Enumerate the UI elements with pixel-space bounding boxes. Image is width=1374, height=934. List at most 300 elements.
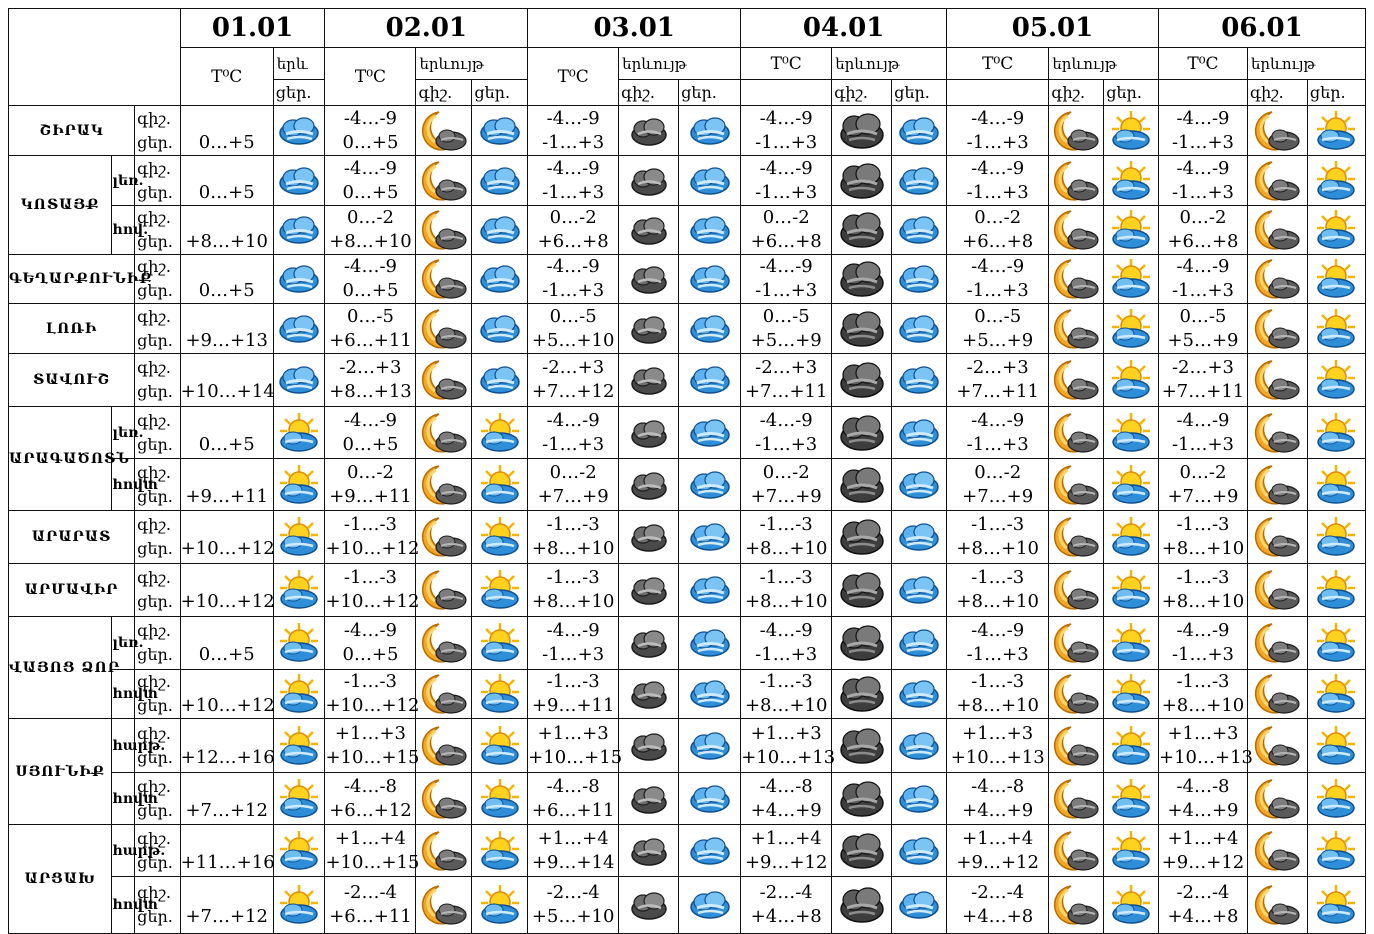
day-temp: +5…+9 (750, 329, 822, 351)
weather-cell (1104, 719, 1159, 773)
sun-cloud-icon (1104, 724, 1158, 768)
moon-cloud-icon (1049, 568, 1103, 612)
storm-cloud-icon (832, 412, 891, 454)
temp-col-header: T⁰C (180, 48, 273, 106)
forecast-row (9, 773, 1366, 825)
night-temp (181, 206, 273, 230)
night-temp: -4…-9 (343, 157, 397, 179)
moon-cloud-icon (1049, 358, 1103, 402)
night-temp: -2…-4 (759, 882, 813, 903)
weather-cell (472, 206, 528, 255)
day-temp: -1…+3 (755, 644, 818, 665)
weather-cell (619, 773, 679, 825)
day-temp: +10…+15 (325, 851, 420, 873)
rain-cloud-icon (892, 572, 946, 608)
temp-cell (325, 877, 416, 934)
temp-cell (528, 719, 623, 773)
night-temp: -4…-9 (971, 620, 1025, 641)
rain-cloud-icon (892, 362, 946, 398)
temp-cell (947, 825, 1049, 877)
sun-cloud-icon (1104, 109, 1158, 153)
night-temp (181, 409, 273, 433)
storm-cloud-icon (832, 673, 891, 715)
weather-cell (1104, 354, 1159, 407)
weather-cell (1104, 156, 1159, 206)
weather-cell (472, 877, 528, 934)
temp-cell (528, 156, 619, 206)
weather-cell (679, 354, 741, 407)
day-temp: +4…+8 (750, 906, 822, 927)
weather-cell (832, 511, 892, 564)
night-temp: +1…+4 (334, 827, 406, 849)
sun-cloud-icon (1308, 109, 1365, 153)
temp-cell (325, 564, 420, 617)
phenomenon-col-header: երևույթ (416, 48, 528, 80)
weather-cell (619, 106, 679, 156)
temp-cell (528, 773, 619, 825)
weather-cell (472, 719, 528, 773)
date-header: 01.01 (180, 9, 325, 48)
sun-cloud-icon (1104, 515, 1158, 559)
forecast-row (9, 106, 1366, 156)
weather-cell (1104, 877, 1159, 934)
temp-col-header: T⁰C (1159, 48, 1248, 80)
temp-cell (947, 670, 1049, 719)
moon-cloud-icon (416, 159, 471, 203)
weather-cell (619, 877, 679, 934)
weather-cell (832, 564, 892, 617)
day-temp: +8…+10 (1161, 695, 1245, 716)
night-temp: -2…-4 (343, 882, 397, 903)
moon-cloud-icon (1049, 463, 1103, 507)
period-labels (135, 206, 181, 255)
temp-cell (947, 255, 1049, 304)
temp-cell (1159, 304, 1248, 354)
forecast-row (9, 825, 1366, 877)
phenomenon-col-header: երև (273, 48, 325, 80)
corner-cell (9, 9, 181, 106)
day-temp: +5…+9 (962, 329, 1034, 351)
moon-cloud-icon (1248, 411, 1307, 455)
temp-cell (741, 255, 832, 304)
night-col-header: գիշ. (416, 80, 472, 106)
night-temp: -4…-9 (546, 409, 600, 431)
night-temp: -4…-9 (1176, 620, 1230, 641)
period-labels (135, 511, 181, 564)
moon-cloud-icon (1049, 621, 1103, 665)
day-temp: 0…+5 (342, 644, 399, 665)
night-temp: -4…-9 (1176, 157, 1230, 179)
weather-cell (1049, 156, 1104, 206)
day-label: ցեր. (137, 132, 173, 152)
temp-cell (1159, 773, 1248, 825)
temp-cell (180, 877, 273, 934)
day-temp: +10…+12 (325, 695, 420, 716)
day-temp: +8…+10 (956, 538, 1039, 559)
night-temp (181, 461, 273, 485)
temp-cell (1159, 206, 1248, 255)
night-temp: -4…-9 (343, 107, 397, 129)
weather-cell (1049, 617, 1104, 670)
rain-cloud-icon (274, 163, 325, 199)
sun-cloud-icon (472, 829, 527, 873)
day-temp: +8…+10 (531, 591, 615, 612)
rain-cloud-icon (679, 415, 740, 451)
day-temp: +10…+12 (325, 538, 420, 559)
weather-cell (1049, 719, 1104, 773)
night-temp: -1…-3 (971, 514, 1025, 535)
temp-cell (1159, 670, 1248, 719)
weather-cell (1307, 407, 1365, 459)
temp-cell (947, 407, 1049, 459)
temp-cell (947, 304, 1049, 354)
night-temp: +1…+4 (750, 827, 822, 849)
weather-cell (892, 719, 947, 773)
day-temp: -1…+3 (542, 131, 605, 153)
night-temp: -1…-3 (343, 671, 397, 692)
night-temp: -4…-8 (1176, 775, 1230, 797)
weather-cell (416, 354, 472, 407)
night-temp: -2…-4 (971, 882, 1025, 903)
phenomenon-col-header: երևույթ (832, 48, 947, 80)
day-temp: 0…+5 (198, 280, 255, 301)
temp-cell (741, 206, 832, 255)
sun-cloud-icon (1104, 829, 1158, 873)
forecast-row (9, 877, 1366, 934)
date-header: 02.01 (325, 9, 528, 48)
temp-cell (180, 773, 273, 825)
day-temp: 0…+5 (342, 280, 399, 301)
moon-cloud-icon (1049, 159, 1103, 203)
weather-cell (892, 564, 947, 617)
weather-cell (472, 459, 528, 511)
weather-cell (1247, 206, 1307, 255)
temp-cell (947, 106, 1049, 156)
sun-cloud-icon (274, 724, 325, 768)
rain-cloud-icon (679, 833, 740, 869)
weather-cell (1247, 670, 1307, 719)
night-temp: +1…+4 (1167, 827, 1239, 849)
phenomenon-col-header: երևույթ (619, 48, 741, 80)
rain-cloud-icon (892, 781, 946, 817)
night-temp: 0…-5 (1179, 305, 1227, 327)
night-temp: 0…-2 (549, 461, 597, 483)
weather-cell (1247, 354, 1307, 407)
temp-cell (741, 564, 832, 617)
day-temp: -1…+3 (966, 181, 1029, 203)
moon-cloud-icon (1049, 515, 1103, 559)
temp-cell (325, 719, 420, 773)
night-temp: +1…+3 (750, 722, 822, 744)
temp-cell (1159, 511, 1248, 564)
day-temp: +4…+9 (750, 799, 822, 821)
day-temp: +8…+10 (1161, 538, 1245, 559)
weather-cell (619, 407, 679, 459)
temp-cell (1159, 354, 1248, 407)
weather-cell (619, 617, 679, 670)
rain-cloud-icon (274, 212, 325, 248)
dark-cloud-icon (619, 262, 678, 296)
weather-cell (892, 304, 947, 354)
blank-cell (947, 80, 1049, 106)
moon-cloud-icon (1248, 724, 1307, 768)
temp-cell (947, 877, 1049, 934)
day-col-header: ցեր. (1104, 80, 1159, 106)
weather-cell (1247, 106, 1307, 156)
day-temp: -1…+3 (542, 181, 605, 203)
weather-cell (1049, 825, 1104, 877)
weather-cell (1049, 106, 1104, 156)
weather-cell (1247, 156, 1307, 206)
weather-cell (679, 825, 741, 877)
sun-cloud-icon (1104, 463, 1158, 507)
weather-cell (1049, 407, 1104, 459)
temp-cell (741, 670, 832, 719)
storm-cloud-icon (832, 516, 891, 558)
sun-cloud-icon (472, 672, 527, 716)
period-labels (135, 564, 181, 617)
temp-cell (741, 304, 832, 354)
forecast-body (9, 9, 1366, 934)
day-temp: -1…+3 (1171, 280, 1235, 301)
day-temp: +7…+12 (185, 799, 268, 821)
day-temp: +10…+13 (1159, 746, 1253, 768)
sun-cloud-icon (274, 829, 325, 873)
region-name: ԱՐՑԱԽ (9, 825, 112, 934)
moon-cloud-icon (416, 829, 471, 873)
night-label: գիշ. (137, 776, 171, 796)
night-temp: -4…-8 (343, 775, 397, 797)
temp-cell (1159, 877, 1248, 934)
weather-cell (1104, 459, 1159, 511)
weather-cell (1307, 255, 1365, 304)
weather-cell (1307, 670, 1365, 719)
temp-cell (180, 156, 273, 206)
night-label: գիշ. (137, 568, 171, 587)
sun-cloud-icon (274, 777, 325, 821)
day-temp: +7…+9 (962, 485, 1034, 507)
region-name: ԱՐԱՐԱՏ (9, 511, 135, 564)
date-header: 05.01 (947, 9, 1159, 48)
moon-cloud-icon (416, 672, 471, 716)
weather-cell (832, 617, 892, 670)
sun-cloud-icon (1308, 777, 1365, 821)
dark-cloud-icon (619, 213, 678, 247)
period-labels (135, 304, 181, 354)
day-temp: +7…+12 (531, 381, 615, 402)
sun-cloud-icon (274, 515, 325, 559)
sun-cloud-icon (1104, 672, 1158, 716)
temp-cell (741, 407, 832, 459)
region-name: ԱՐԱԳԱԾՈՏՆ (9, 407, 112, 511)
day-temp: -1…+3 (1171, 433, 1235, 455)
weather-cell (416, 304, 472, 354)
weather-cell (472, 617, 528, 670)
weather-cell (1049, 255, 1104, 304)
night-temp: -4…-9 (1176, 256, 1230, 277)
night-temp: 0…-2 (346, 461, 394, 483)
forecast-row (9, 354, 1366, 407)
weather-cell (832, 773, 892, 825)
temp-cell (741, 877, 832, 934)
weather-cell (273, 564, 325, 617)
weather-cell (679, 255, 741, 304)
dark-cloud-icon (619, 363, 678, 397)
region-name: ՏԱՎՈՒՇ (9, 354, 135, 407)
weather-cell (1307, 354, 1365, 407)
temp-cell (180, 304, 273, 354)
night-temp: -1…-3 (1176, 567, 1230, 588)
weather-cell (1247, 511, 1307, 564)
period-labels (135, 773, 181, 825)
temp-cell (1159, 825, 1248, 877)
moon-cloud-icon (1248, 777, 1307, 821)
night-temp (181, 255, 273, 279)
day-temp: +10…+12 (180, 695, 275, 716)
sun-cloud-icon (1104, 883, 1158, 927)
day-temp: +7…+9 (750, 485, 822, 507)
temp-cell (325, 511, 420, 564)
period-labels (135, 877, 181, 934)
weather-cell (273, 719, 325, 773)
night-temp: -4…-9 (971, 409, 1025, 431)
weather-cell (1104, 106, 1159, 156)
rain-cloud-icon (679, 625, 740, 661)
night-temp: 0…-2 (762, 461, 810, 483)
weather-cell (1307, 511, 1365, 564)
weather-cell (832, 255, 892, 304)
weather-cell (892, 407, 947, 459)
day-temp: +4…+9 (962, 799, 1034, 821)
weather-cell (416, 459, 472, 511)
night-temp: -4…-9 (546, 107, 600, 129)
night-temp (181, 775, 273, 799)
weather-cell (1049, 773, 1104, 825)
sun-cloud-icon (1104, 777, 1158, 821)
forecast-row (9, 511, 1366, 564)
moon-cloud-icon (416, 883, 471, 927)
temp-cell (741, 459, 832, 511)
weather-cell (472, 106, 528, 156)
subregion-name: հարթ. (112, 719, 135, 773)
day-temp: -1…+3 (755, 280, 818, 301)
rain-cloud-icon (892, 467, 946, 503)
weather-cell (416, 106, 472, 156)
day-label: ցեր. (137, 232, 173, 251)
temp-cell (180, 511, 273, 564)
moon-cloud-icon (1248, 672, 1307, 716)
sun-cloud-icon (472, 621, 527, 665)
sun-cloud-icon (1104, 621, 1158, 665)
night-temp: 0…-2 (1179, 207, 1227, 228)
night-label: գիշ. (137, 723, 171, 743)
weather-cell (1307, 459, 1365, 511)
day-label: ցեր. (137, 486, 173, 506)
day-temp: +6…+8 (962, 231, 1034, 252)
day-col-header: ցեր. (1307, 80, 1365, 106)
temp-cell (1159, 564, 1248, 617)
day-label: ցեր. (137, 800, 173, 820)
day-temp: +7…+9 (537, 485, 609, 507)
night-temp: -1…-3 (343, 514, 397, 535)
sun-cloud-icon (274, 411, 325, 455)
night-temp: -1…-3 (546, 514, 600, 535)
weather-cell (273, 773, 325, 825)
night-temp: 0…-2 (1179, 461, 1227, 483)
temp-cell (1159, 617, 1248, 670)
day-temp: -1…+3 (755, 181, 818, 203)
rain-cloud-icon (679, 572, 740, 608)
rain-cloud-icon (472, 113, 527, 149)
rain-cloud-icon (679, 311, 740, 347)
night-temp: -2…+3 (542, 357, 605, 378)
night-temp: -2…+3 (966, 357, 1029, 378)
day-temp: +6…+11 (329, 906, 412, 927)
weather-cell (273, 825, 325, 877)
rain-cloud-icon (892, 415, 946, 451)
night-label: գիշ. (137, 108, 171, 128)
rain-cloud-icon (892, 887, 946, 923)
temp-cell (741, 617, 832, 670)
day-temp: +9…+11 (185, 485, 268, 507)
storm-cloud-icon (832, 110, 891, 152)
weather-cell (1049, 206, 1104, 255)
temp-cell (947, 156, 1049, 206)
temp-cell (528, 354, 619, 407)
weather-cell (1049, 511, 1104, 564)
night-temp: -1…-3 (759, 514, 813, 535)
sun-cloud-icon (1104, 307, 1158, 351)
night-label: գիշ. (137, 515, 171, 534)
sun-cloud-icon (472, 568, 527, 612)
night-temp (181, 670, 273, 694)
weather-cell (892, 106, 947, 156)
weather-cell (619, 825, 679, 877)
night-label: գիշ. (137, 410, 171, 430)
storm-cloud-icon (832, 830, 891, 872)
night-temp: -4…-9 (1176, 107, 1230, 129)
temp-cell (180, 206, 273, 255)
temp-cell (325, 407, 416, 459)
weather-cell (892, 825, 947, 877)
dark-cloud-icon (619, 677, 678, 711)
temp-cell (180, 407, 273, 459)
day-temp: -1…+3 (966, 131, 1029, 153)
rain-cloud-icon (892, 113, 946, 149)
rain-cloud-icon (472, 311, 527, 347)
weather-cell (832, 407, 892, 459)
day-temp: +8…+10 (744, 695, 828, 716)
rain-cloud-icon (679, 887, 740, 923)
day-temp: +9…+11 (531, 695, 615, 716)
weather-cell (1307, 564, 1365, 617)
day-temp: +7…+12 (185, 906, 268, 927)
weather-cell (892, 255, 947, 304)
night-temp: 0…-5 (549, 305, 597, 327)
weather-cell (1104, 773, 1159, 825)
sun-cloud-icon (274, 883, 325, 927)
weather-cell (472, 773, 528, 825)
temp-cell (180, 354, 273, 407)
temp-cell (180, 255, 273, 304)
rain-cloud-icon (892, 833, 946, 869)
night-temp (181, 305, 273, 329)
weather-cell (619, 459, 679, 511)
night-temp: +1…+4 (962, 827, 1034, 849)
weather-cell (832, 304, 892, 354)
day-col-header: ցեր. (273, 80, 325, 106)
storm-cloud-icon (832, 622, 891, 664)
